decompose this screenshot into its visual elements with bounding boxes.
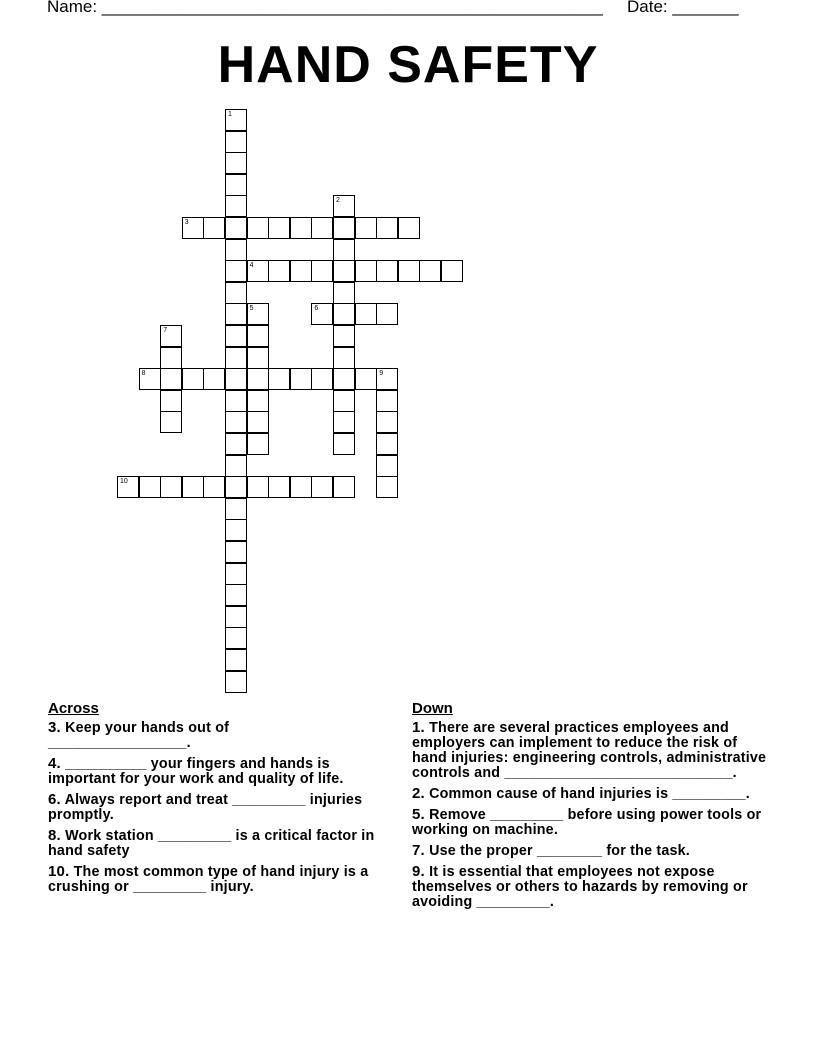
crossword-cell[interactable] bbox=[355, 217, 377, 239]
crossword-cell[interactable] bbox=[117, 476, 139, 498]
crossword-cell[interactable] bbox=[160, 368, 182, 390]
crossword-cell[interactable] bbox=[160, 347, 182, 369]
crossword-cell[interactable] bbox=[333, 390, 355, 412]
crossword-cell[interactable] bbox=[225, 584, 247, 606]
cell-number: 7 bbox=[163, 327, 168, 334]
crossword-cell[interactable] bbox=[333, 195, 355, 217]
clue-number: 8. bbox=[48, 827, 61, 844]
crossword-cell[interactable] bbox=[311, 368, 333, 390]
cell-number: 9 bbox=[379, 370, 384, 378]
clue-text: Keep your hands out of _________________. bbox=[48, 720, 230, 751]
across-clue bbox=[48, 792, 376, 823]
crossword-cell[interactable] bbox=[225, 195, 247, 217]
crossword-cell[interactable] bbox=[247, 411, 269, 433]
crossword-cell[interactable] bbox=[203, 217, 225, 239]
crossword-cell[interactable] bbox=[247, 390, 269, 412]
crossword-cell[interactable] bbox=[311, 260, 333, 282]
crossword-cell[interactable] bbox=[160, 411, 182, 433]
crossword-cell[interactable] bbox=[376, 411, 398, 433]
down-clue bbox=[412, 864, 768, 910]
crossword-cell[interactable] bbox=[182, 476, 204, 498]
crossword-cell[interactable] bbox=[333, 282, 355, 304]
cell-number: 3 bbox=[184, 219, 189, 226]
crossword-cell[interactable] bbox=[225, 109, 247, 131]
crossword-cell[interactable] bbox=[139, 368, 161, 390]
crossword-cell[interactable] bbox=[376, 368, 398, 390]
crossword-cell[interactable] bbox=[225, 455, 247, 477]
cell-number: 10 bbox=[120, 478, 128, 486]
crossword-cell[interactable] bbox=[398, 260, 420, 282]
date-field: Date: _______ bbox=[627, 0, 739, 16]
crossword-cell[interactable] bbox=[311, 303, 333, 325]
crossword-cell[interactable] bbox=[333, 239, 355, 261]
clue-text: It is essential that employees not expose themselves or others to hazards by removing or avoiding _________. bbox=[412, 864, 748, 910]
crossword-cell[interactable] bbox=[290, 368, 312, 390]
clue-number: 6. bbox=[48, 791, 61, 808]
crossword-cell[interactable] bbox=[247, 303, 269, 325]
crossword-cell[interactable] bbox=[333, 217, 355, 239]
crossword-cell[interactable] bbox=[355, 368, 377, 390]
clue-text: Remove _________ before using power tools or working on machine. bbox=[412, 807, 762, 838]
cell-number: 4 bbox=[249, 262, 254, 270]
crossword-cell[interactable] bbox=[225, 347, 247, 369]
crossword-cell[interactable] bbox=[225, 131, 247, 153]
crossword-cell[interactable] bbox=[247, 260, 269, 282]
clue-text: Use the proper ________ for the task. bbox=[424, 843, 690, 859]
clue-text: Always report and treat _________ injuries promptly. bbox=[48, 792, 363, 823]
crossword-cell[interactable] bbox=[333, 260, 355, 282]
across-clue bbox=[48, 756, 376, 787]
crossword-cell[interactable] bbox=[333, 411, 355, 433]
crossword-cell[interactable] bbox=[160, 476, 182, 498]
down-heading: Down bbox=[412, 700, 453, 717]
across-clue bbox=[48, 864, 376, 895]
across-clue bbox=[48, 720, 376, 751]
crossword-cell[interactable] bbox=[268, 260, 290, 282]
crossword-cell[interactable] bbox=[247, 368, 269, 390]
clue-number: 4. bbox=[48, 755, 61, 772]
crossword-cell[interactable] bbox=[247, 217, 269, 239]
crossword-cell[interactable] bbox=[376, 303, 398, 325]
crossword-cell[interactable] bbox=[225, 217, 247, 239]
down-clue bbox=[412, 786, 768, 802]
down-clues bbox=[412, 700, 768, 915]
cell-number: 1 bbox=[228, 111, 232, 118]
crossword-cell[interactable] bbox=[333, 476, 355, 498]
clue-text: Work station _________ is a critical factor in hand safety bbox=[48, 828, 375, 859]
down-clue bbox=[412, 720, 768, 781]
crossword-cell[interactable] bbox=[225, 260, 247, 282]
crossword-cell[interactable] bbox=[333, 347, 355, 369]
crossword-cell[interactable] bbox=[247, 347, 269, 369]
crossword-cell[interactable] bbox=[225, 606, 247, 628]
crossword-cell[interactable] bbox=[290, 476, 312, 498]
crossword-cell[interactable] bbox=[225, 282, 247, 304]
crossword-cell[interactable] bbox=[225, 325, 247, 347]
crossword-cell[interactable] bbox=[290, 217, 312, 239]
down-clue bbox=[412, 807, 768, 838]
crossword-cell[interactable] bbox=[182, 368, 204, 390]
crossword-cell[interactable] bbox=[419, 260, 441, 282]
crossword-cell[interactable] bbox=[247, 433, 269, 455]
clue-text: Common cause of hand injuries is _________. bbox=[424, 786, 750, 802]
name-field: Name: _____________________________________________________ bbox=[47, 0, 603, 16]
crossword-cell[interactable] bbox=[225, 541, 247, 563]
crossword-cell[interactable] bbox=[376, 217, 398, 239]
cell-number: 8 bbox=[141, 370, 146, 378]
crossword-cell[interactable] bbox=[225, 563, 247, 585]
crossword-cell[interactable] bbox=[311, 476, 333, 498]
crossword-cell[interactable] bbox=[203, 368, 225, 390]
across-clues bbox=[48, 700, 376, 900]
clue-text: The most common type of hand injury is a crushing or _________ injury. bbox=[48, 864, 369, 895]
crossword-cell[interactable] bbox=[268, 217, 290, 239]
crossword-cell[interactable] bbox=[225, 498, 247, 520]
crossword-cell[interactable] bbox=[311, 217, 333, 239]
cell-number: 2 bbox=[336, 197, 340, 205]
crossword-cell[interactable] bbox=[225, 476, 247, 498]
crossword-cell[interactable] bbox=[182, 217, 204, 239]
crossword-cell[interactable] bbox=[355, 260, 377, 282]
crossword-cell[interactable] bbox=[398, 217, 420, 239]
crossword-cell[interactable] bbox=[225, 239, 247, 261]
crossword-cell[interactable] bbox=[376, 433, 398, 455]
crossword-cell[interactable] bbox=[160, 390, 182, 412]
clue-number: 1. bbox=[412, 719, 425, 736]
clue-number: 5. bbox=[412, 806, 425, 823]
crossword-cell[interactable] bbox=[333, 433, 355, 455]
crossword-cell[interactable] bbox=[225, 390, 247, 412]
crossword-cell[interactable] bbox=[160, 325, 182, 347]
crossword-cell[interactable] bbox=[247, 325, 269, 347]
crossword-cell[interactable] bbox=[333, 368, 355, 390]
crossword-cell[interactable] bbox=[225, 649, 247, 671]
crossword-cell[interactable] bbox=[225, 433, 247, 455]
clue-text: __________ your fingers and hands is important for your work and quality of life. bbox=[48, 756, 344, 787]
crossword-cell[interactable] bbox=[376, 390, 398, 412]
crossword-cell[interactable] bbox=[225, 152, 247, 174]
crossword-cell[interactable] bbox=[268, 368, 290, 390]
crossword-cell[interactable] bbox=[225, 303, 247, 325]
crossword-cell[interactable] bbox=[225, 519, 247, 541]
crossword-cell[interactable] bbox=[355, 303, 377, 325]
clue-number: 10. bbox=[48, 863, 70, 880]
crossword-cell[interactable] bbox=[333, 325, 355, 347]
cell-number: 5 bbox=[249, 305, 254, 313]
crossword-cell[interactable] bbox=[376, 455, 398, 477]
clue-number: 9. bbox=[412, 863, 425, 880]
crossword-cell[interactable] bbox=[376, 260, 398, 282]
page-title: HAND SAFETY bbox=[217, 36, 599, 94]
clue-number: 2. bbox=[412, 785, 425, 802]
clue-text: There are several practices employees and employers can implement to reduce the risk of hand injuries: engineering controls, administrative controls and ____________________________. bbox=[412, 720, 767, 781]
clue-number: 3. bbox=[48, 719, 61, 736]
crossword-cell[interactable] bbox=[225, 368, 247, 390]
crossword-cell[interactable] bbox=[139, 476, 161, 498]
crossword-cell[interactable] bbox=[225, 174, 247, 196]
clue-number: 7. bbox=[412, 842, 425, 859]
down-clue bbox=[412, 843, 768, 859]
crossword-cell[interactable] bbox=[333, 303, 355, 325]
cell-number: 6 bbox=[314, 305, 319, 313]
crossword-cell[interactable] bbox=[247, 476, 269, 498]
crossword-cell[interactable] bbox=[225, 411, 247, 433]
crossword-cell[interactable] bbox=[203, 476, 225, 498]
crossword-cell[interactable] bbox=[225, 671, 247, 693]
crossword-cell[interactable] bbox=[225, 627, 247, 649]
crossword-cell[interactable] bbox=[441, 260, 463, 282]
across-clue bbox=[48, 828, 376, 859]
across-heading: Across bbox=[48, 700, 99, 717]
crossword-cell[interactable] bbox=[290, 260, 312, 282]
crossword-cell[interactable] bbox=[268, 476, 290, 498]
crossword-cell[interactable] bbox=[376, 476, 398, 498]
